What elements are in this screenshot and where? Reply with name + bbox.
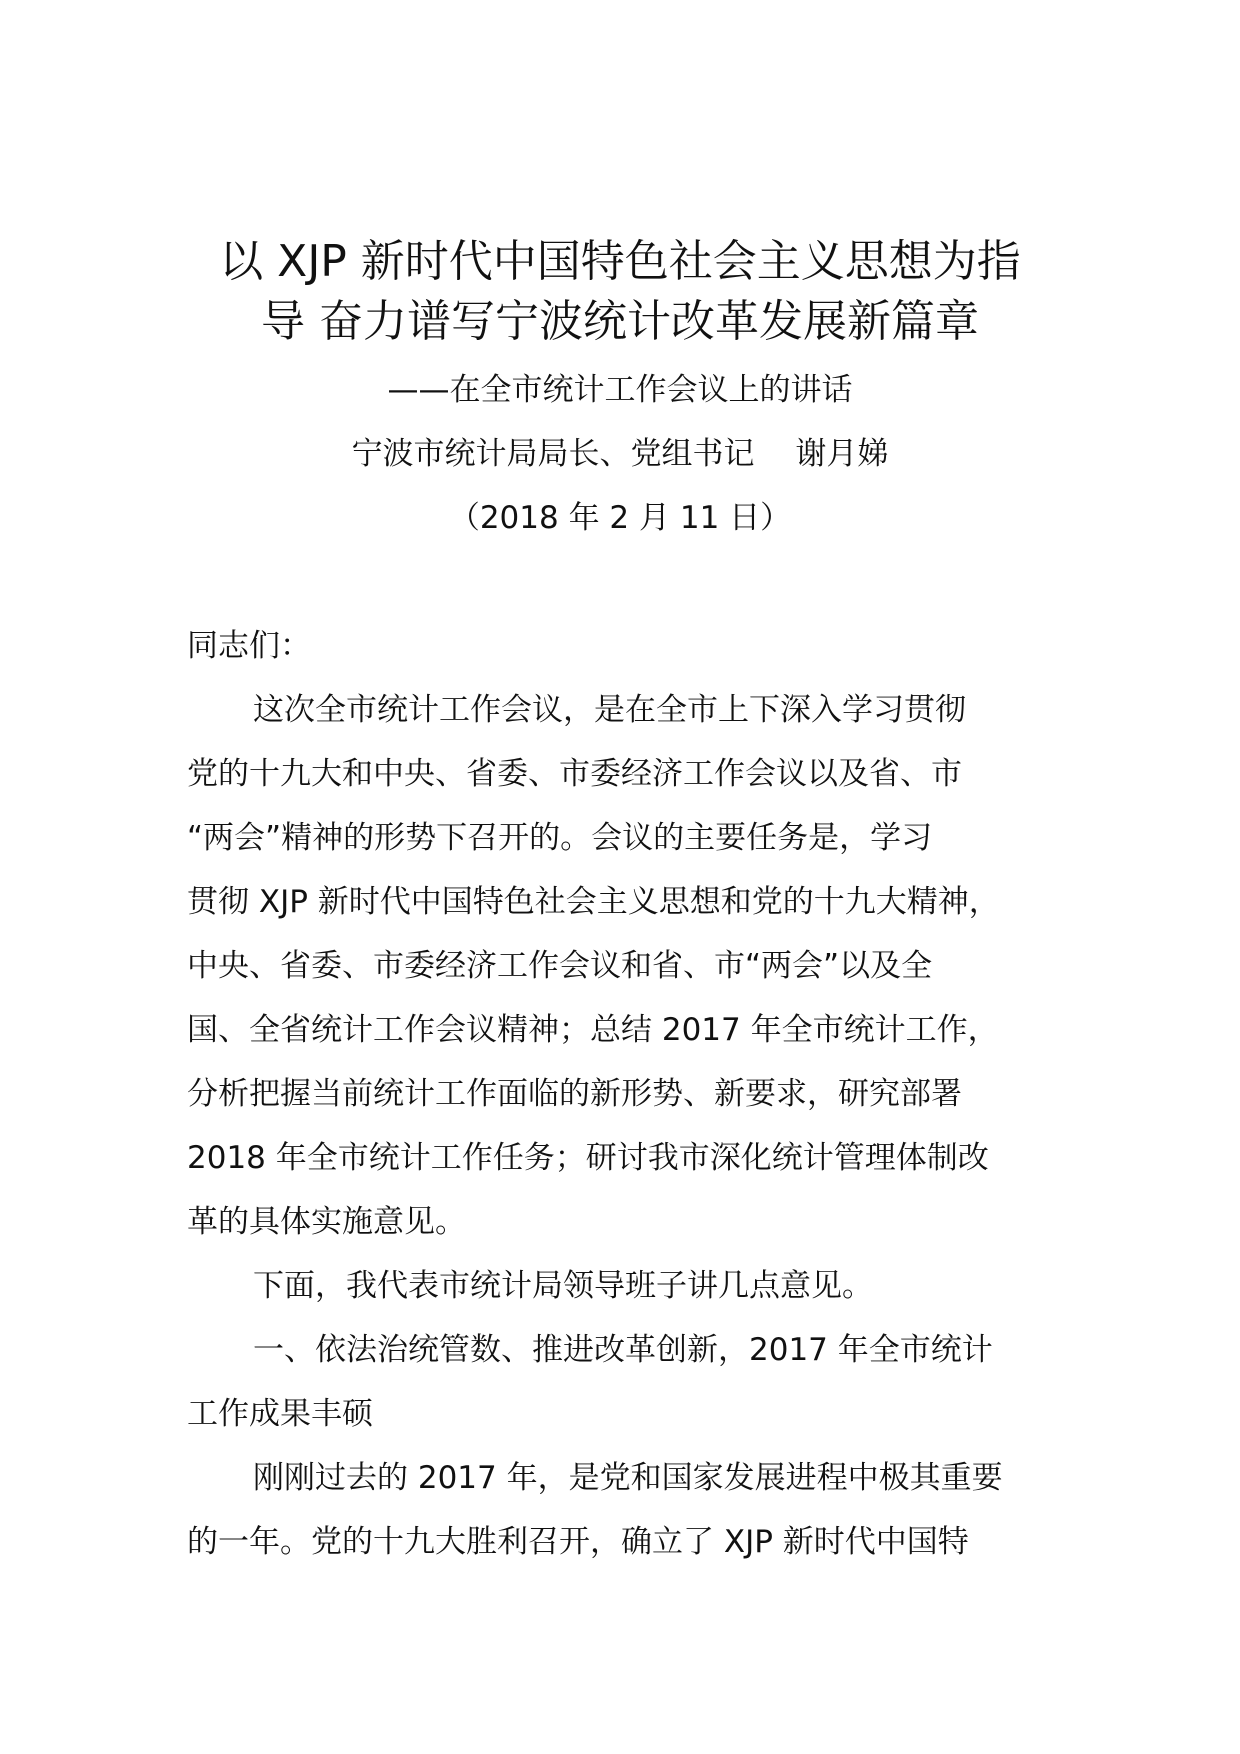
title-line-1: 以 XJP 新时代中国特色社会主义思想为指 — [219, 236, 1021, 287]
body-line: 党的十九大和中央、省委、市委经济工作会议以及省、市 — [187, 756, 962, 792]
body-line: 国、全省统计工作会议精神；总结 2017 年全市统计工作， — [187, 1012, 999, 1048]
body-line: “两会”精神的形势下召开的。会议的主要任务是，学习 — [187, 820, 933, 856]
section-heading: 一、依法治统管数、推进改革创新，2017 年全市统计 — [253, 1332, 993, 1368]
section-heading-cont: 工作成果丰硕 — [187, 1396, 373, 1432]
body-line: 中央、省委、市委经济工作会议和省、市“两会”以及全 — [187, 948, 933, 984]
body-line: 下面，我代表市统计局领导班子讲几点意见。 — [253, 1268, 873, 1304]
greeting: 同志们： — [187, 628, 311, 664]
subtitle: ——在全市统计工作会议上的讲话 — [387, 372, 853, 408]
body-line: 分析把握当前统计工作面临的新形势、新要求，研究部署 — [187, 1076, 962, 1112]
author-line: 宁波市统计局局长、党组书记 谢月娣 — [351, 436, 889, 472]
body-line: 这次全市统计工作会议，是在全市上下深入学习贯彻 — [253, 692, 966, 728]
body-line: 2018 年全市统计工作任务；研讨我市深化统计管理体制改 — [187, 1140, 989, 1176]
body-line: 革的具体实施意见。 — [187, 1204, 466, 1240]
date-line: （2018 年 2 月 11 日） — [448, 500, 792, 536]
body-line: 刚刚过去的 2017 年，是党和国家发展进程中极其重要 — [253, 1460, 1003, 1496]
body-line: 的一年。党的十九大胜利召开，确立了 XJP 新时代中国特 — [187, 1524, 969, 1560]
title-line-2: 导 奋力谱写宁波统计改革发展新篇章 — [261, 296, 979, 347]
body-line: 贯彻 XJP 新时代中国特色社会主义思想和党的十九大精神， — [187, 884, 1000, 920]
